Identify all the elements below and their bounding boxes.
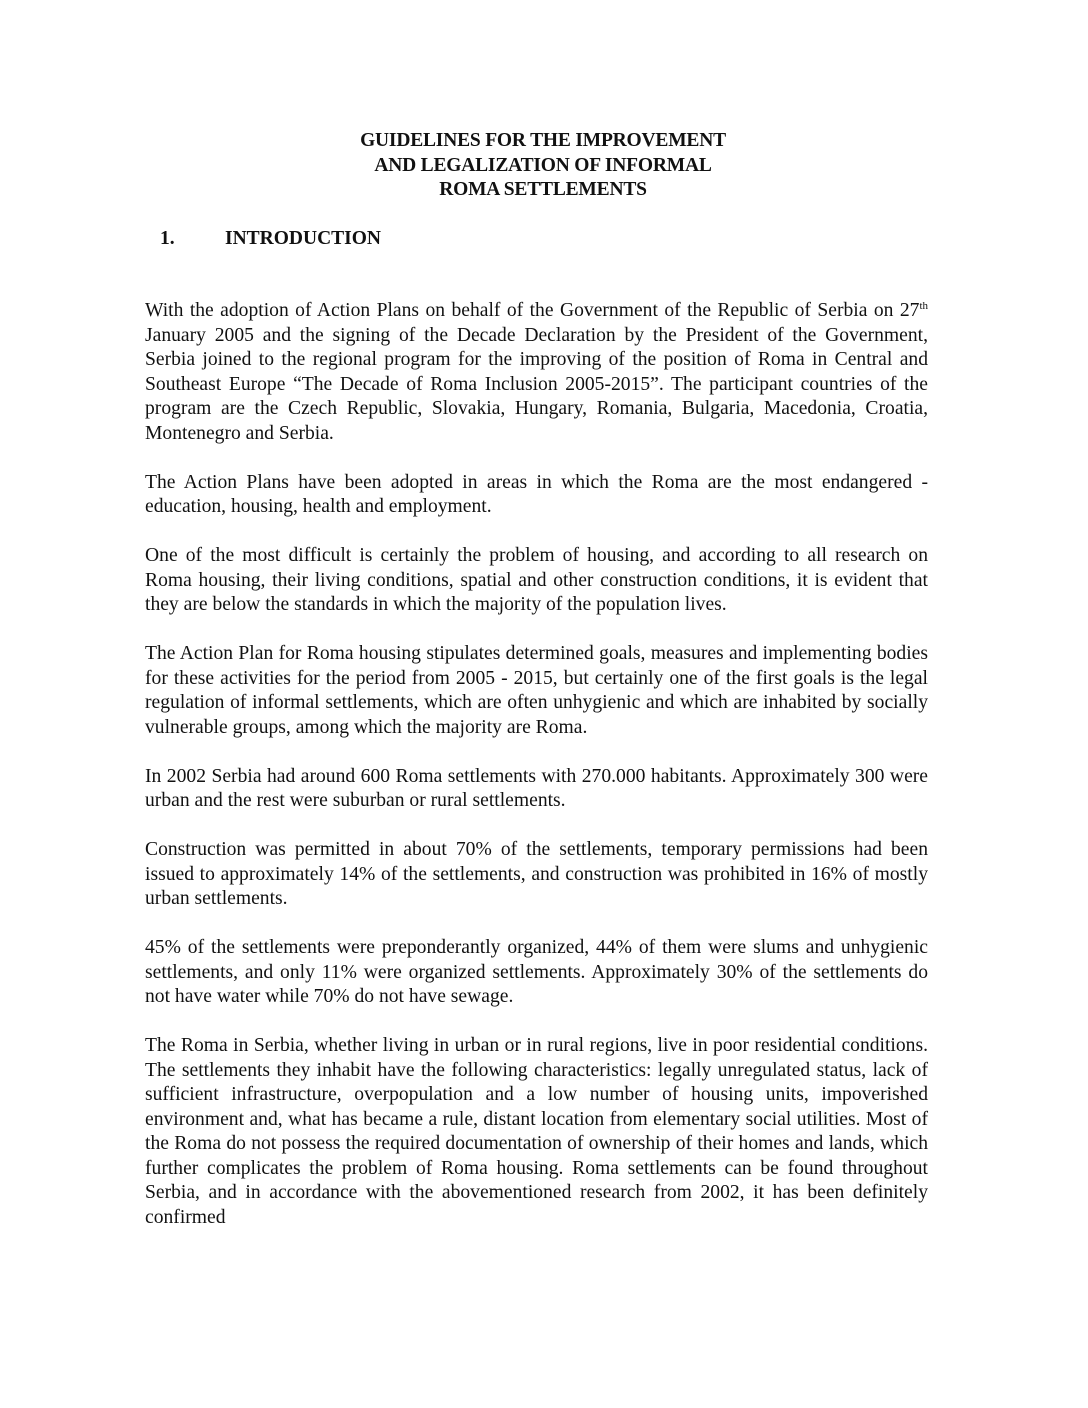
document-title <box>145 129 941 203</box>
paragraph-2: The Action Plans have been adopted in areas in which the Roma are the most endangered - education, housing, health and employment. <box>145 471 928 517</box>
paragraph-7: 45% of the settlements were preponderantly organized, 44% of them were slums and unhygienic settlements, and only 11% were organized settlements. Approximately 30% of the settlements do not have water while 70% do not have sewage. <box>145 937 928 1007</box>
document-body <box>145 299 928 1255</box>
title-line-2: AND LEGALIZATION OF INFORMAL <box>374 154 712 176</box>
paragraph-4: The Action Plan for Roma housing stipulates determined goals, measures and implementing bodies for these activities for the period from 2005 - 2015, but certainly one of the first goals is the legal regulation of informal settlements, which are often unhygienic and which are inhabited by socially vulnerable groups, among which the majority are Roma. <box>145 643 928 738</box>
section-heading <box>160 227 381 251</box>
paragraph-5: In 2002 Serbia had around 600 Roma settlements with 270.000 habitants. Approximately 300 were urban and the rest were suburban or rural settlements. <box>145 765 928 811</box>
paragraph-8: The Roma in Serbia, whether living in urban or in rural regions, live in poor residential conditions. The settlements they inhabit have the following characteristics: legally unregulated status, lack of sufficient infrastructure, overpopulation and a low number of housing units, impoverished environment and, what has became a rule, distant location from elementary social utilities. Most of the Roma do not possess the required documentation of ownership of their homes and lands, which further complicates the problem of Roma housing. Roma settlements can be found throughout Serbia, and in accordance with the abovementioned research from 2002, it has been definitely confirmed <box>145 1035 928 1228</box>
paragraph-1-text-a: With the adoption of Action Plans on behalf of the Government of the Republic of Serbia on 27 <box>145 300 920 321</box>
paragraph-1 <box>145 299 928 446</box>
section-title: INTRODUCTION <box>225 228 382 249</box>
ordinal-superscript: th <box>919 300 928 312</box>
title-line-3: ROMA SETTLEMENTS <box>439 179 647 200</box>
paragraph-3: One of the most difficult is certainly the problem of housing, and according to all research on Roma housing, their living conditions, spatial and other construction conditions, it is evident that they are below the standards in which the majority of the population lives. <box>145 545 928 615</box>
paragraph-1-text-b: January 2005 and the signing of the Decade Declaration by the President of the Government, Serbia joined to the regional program for the improving of the position of Roma in Central and Southeast Europe “The Decade of Roma Inclusion 2005-2015”. The participant countries of the program are the Czech Republic, Slovakia, Hungary, Romania, Bulgaria, Macedonia, Croatia, Montenegro and Serbia. <box>145 324 928 444</box>
paragraph-6: Construction was permitted in about 70% of the settlements, temporary permissions had been issued to approximately 14% of the settlements, and construction was prohibited in 16% of mostly urban settlements. <box>145 839 928 909</box>
title-line-1: GUIDELINES FOR THE IMPROVEMENT <box>360 130 726 151</box>
section-number: 1. <box>160 228 175 249</box>
